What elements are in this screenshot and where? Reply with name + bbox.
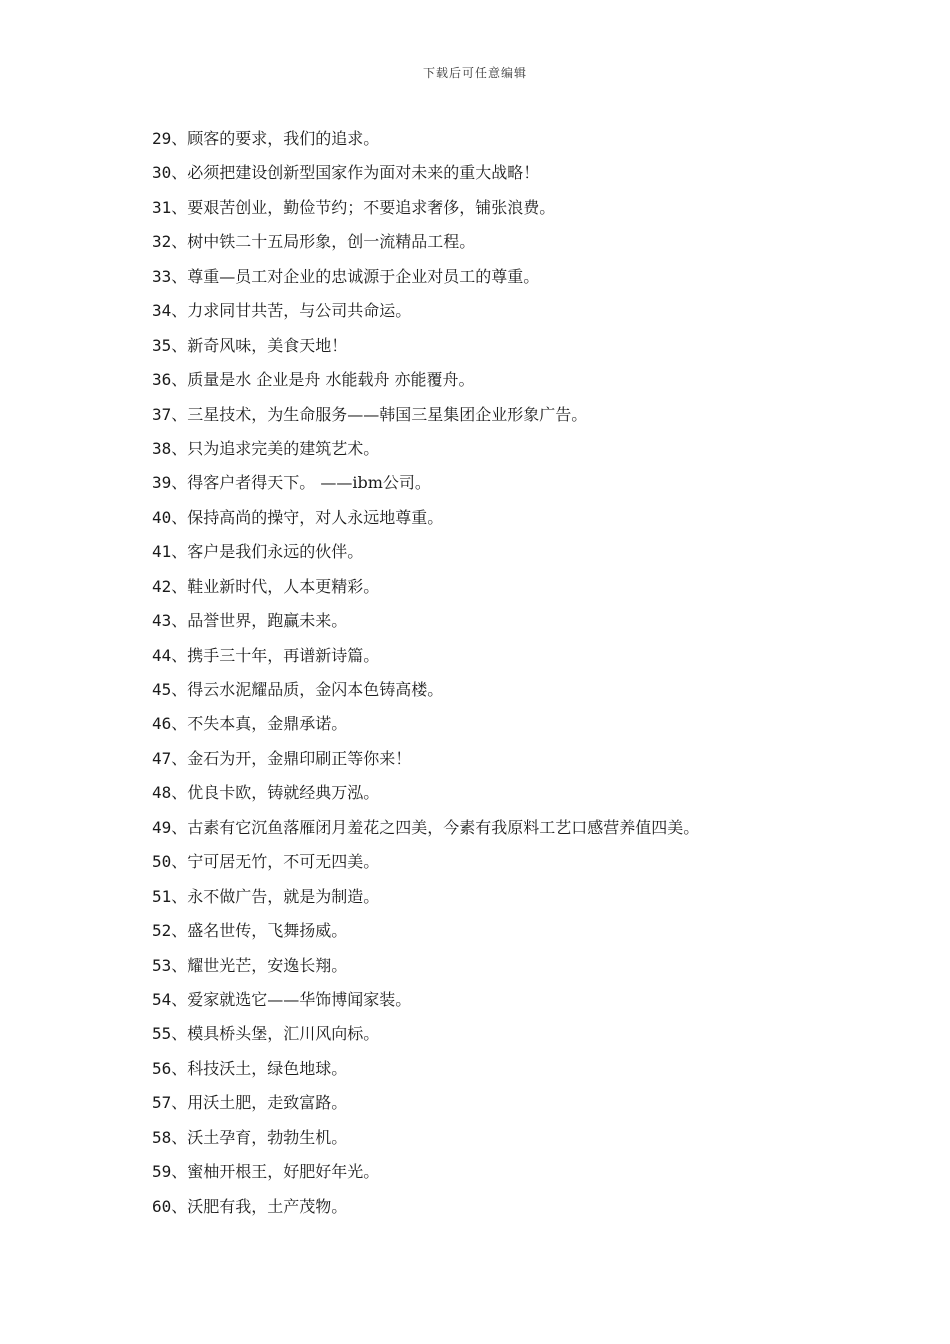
- list-item: [152, 1155, 932, 1189]
- item-number: 34: [152, 301, 172, 321]
- item-number: 49: [152, 817, 172, 837]
- list-item: [152, 294, 932, 328]
- list-item: [152, 466, 932, 500]
- item-text: 、尊重—员工对企业的忠诚源于企业对员工的尊重。: [171, 266, 540, 286]
- item-text: 、盛名世传，飞舞扬威。: [171, 921, 348, 941]
- list-item: [152, 156, 932, 190]
- item-text: 、顾客的要求，我们的追求。: [171, 129, 380, 148]
- list-item: [152, 914, 932, 948]
- item-text: 、金石为开，金鼎印刷正等你来！: [171, 748, 412, 768]
- list-item: [152, 260, 932, 294]
- item-text: 、新奇风味，美食天地！: [171, 335, 348, 355]
- item-text: 、优良卡欧，铸就经典万泓。: [171, 783, 380, 803]
- item-number: 46: [152, 714, 172, 734]
- item-number: 53: [152, 955, 172, 975]
- item-number: 50: [152, 852, 172, 872]
- item-text: 、树中铁二十五局形象，创一流精品工程。: [171, 232, 476, 252]
- list-item: [152, 191, 932, 225]
- item-text: 、沃肥有我，土产茂物。: [171, 1196, 348, 1216]
- item-text: 、用沃土肥，走致富路。: [171, 1093, 348, 1113]
- list-item: [152, 1121, 932, 1155]
- item-number: 58: [152, 1127, 172, 1147]
- item-number: 36: [152, 370, 172, 390]
- item-number: 54: [152, 989, 172, 1009]
- item-number: 41: [152, 542, 172, 562]
- list-item: [152, 363, 932, 397]
- item-number: 38: [152, 438, 172, 458]
- item-number: 56: [152, 1058, 172, 1078]
- list-item: [152, 949, 932, 983]
- item-number: 51: [152, 886, 172, 906]
- item-number: 59: [152, 1162, 172, 1182]
- item-text: 、三星技术，为生命服务——韩国三星集团企业形象广告。: [171, 404, 588, 424]
- item-number: 43: [152, 611, 172, 631]
- item-number: 47: [152, 748, 172, 768]
- list-item: [152, 501, 932, 535]
- list-item: [152, 1052, 932, 1086]
- item-text: 、质量是水 企业是舟 水能载舟 亦能覆舟。: [171, 370, 475, 390]
- item-number: 32: [152, 232, 172, 252]
- item-number: 44: [152, 645, 172, 665]
- item-text: 、必须把建设创新型国家作为面对未来的重大战略！: [171, 163, 540, 183]
- item-number: 31: [152, 197, 172, 217]
- item-number: 37: [152, 404, 172, 424]
- item-text: 、沃土孕育，勃勃生机。: [171, 1127, 348, 1147]
- list-item: [152, 432, 932, 466]
- item-text: 、得客户者得天下。 ——ibm公司。: [171, 473, 431, 493]
- list-item: [152, 604, 932, 638]
- item-text: 、古素有它沉鱼落雁闭月羞花之四美，今素有我原料工艺口感营养值四美。: [171, 817, 700, 837]
- item-number: 48: [152, 783, 172, 803]
- item-number: 40: [152, 507, 172, 527]
- item-number: 55: [152, 1024, 172, 1044]
- list-item: [152, 1086, 932, 1120]
- list-item: [152, 707, 932, 741]
- list-item: [152, 1017, 932, 1051]
- list-item: [152, 225, 932, 259]
- item-number: 33: [152, 266, 172, 286]
- list-item: [152, 535, 932, 569]
- list-item: [152, 570, 932, 604]
- list-item: [152, 673, 932, 707]
- item-number: 57: [152, 1093, 172, 1113]
- item-number: 52: [152, 921, 172, 941]
- item-number: 39: [152, 473, 172, 493]
- item-text: 、宁可居无竹，不可无四美。: [171, 852, 380, 872]
- list-item: [152, 122, 932, 156]
- item-number: 30: [152, 163, 172, 183]
- list-item: [152, 1190, 932, 1224]
- list-item: [152, 639, 932, 673]
- item-text: 、得云水泥耀品质，金闪本色铸高楼。: [171, 680, 444, 699]
- item-text: 、保持高尚的操守，对人永远地尊重。: [171, 507, 444, 527]
- item-text: 、携手三十年，再谱新诗篇。: [171, 645, 380, 665]
- item-text: 、不失本真，金鼎承诺。: [171, 714, 348, 734]
- list-item: [152, 845, 932, 879]
- item-text: 、耀世光芒，安逸长翔。: [171, 955, 348, 975]
- item-text: 、品誉世界，跑赢未来。: [171, 611, 348, 631]
- list-item: [152, 983, 932, 1017]
- item-text: 、只为追求完美的建筑艺术。: [171, 438, 380, 458]
- list-item: [152, 329, 932, 363]
- list-item: [152, 776, 932, 810]
- item-text: 、要艰苦创业，勤俭节约；不要追求奢侈，铺张浪费。: [171, 197, 556, 217]
- item-number: 42: [152, 576, 172, 596]
- item-text: 、永不做广告，就是为制造。: [171, 886, 380, 906]
- item-text: 、科技沃土，绿色地球。: [171, 1058, 348, 1078]
- item-number: 60: [152, 1196, 172, 1216]
- item-text: 、力求同甘共苦，与公司共命运。: [171, 301, 412, 321]
- page-header: 下载后可任意编辑: [422, 66, 527, 80]
- item-number: 29: [152, 129, 172, 148]
- slogan-list: [152, 122, 932, 1224]
- list-item: [152, 742, 932, 776]
- item-text: 、鞋业新时代，人本更精彩。: [171, 576, 380, 596]
- item-number: 45: [152, 680, 172, 699]
- item-text: 、模具桥头堡，汇川风向标。: [171, 1024, 380, 1044]
- item-text: 、蜜柚开根王，好肥好年光。: [171, 1162, 380, 1182]
- list-item: [152, 811, 932, 845]
- item-number: 35: [152, 335, 172, 355]
- list-item: [152, 398, 932, 432]
- item-text: 、爱家就选它——华饰博闻家装。: [171, 989, 412, 1009]
- item-text: 、客户是我们永远的伙伴。: [171, 542, 364, 562]
- list-item: [152, 880, 932, 914]
